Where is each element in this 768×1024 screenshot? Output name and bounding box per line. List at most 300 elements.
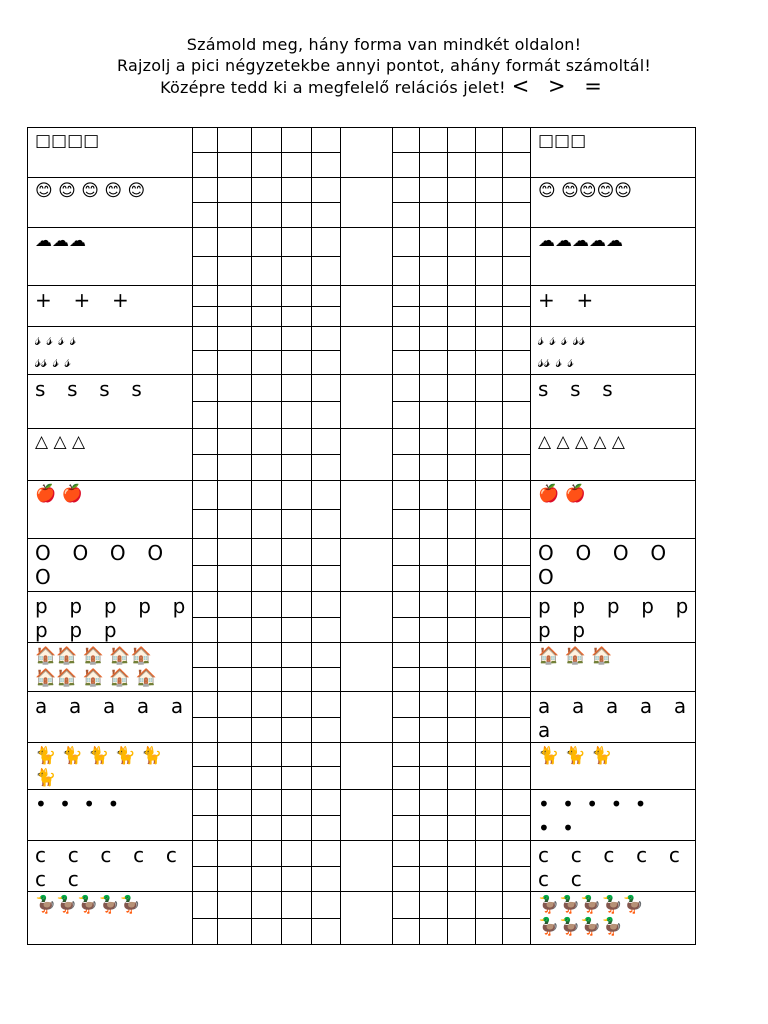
right-count-box[interactable] [503, 815, 531, 841]
right-count-box[interactable] [476, 481, 503, 510]
right-count-box[interactable] [420, 128, 448, 153]
left-count-box[interactable] [218, 618, 252, 643]
left-count-box[interactable] [193, 539, 218, 566]
left-count-box[interactable] [282, 718, 312, 743]
relation-box[interactable] [341, 892, 393, 945]
right-count-box[interactable] [420, 327, 448, 351]
right-count-box[interactable] [448, 892, 476, 919]
right-count-box[interactable] [503, 481, 531, 510]
left-count-box[interactable] [252, 153, 282, 178]
right-count-box[interactable] [420, 841, 448, 867]
right-count-box[interactable] [420, 892, 448, 919]
left-count-box[interactable] [252, 455, 282, 481]
left-count-box[interactable] [312, 743, 341, 767]
left-count-box[interactable] [282, 455, 312, 481]
left-count-box[interactable] [252, 767, 282, 790]
right-count-box[interactable] [393, 153, 420, 178]
left-count-box[interactable] [312, 790, 341, 816]
right-count-box[interactable] [476, 429, 503, 455]
right-count-box[interactable] [503, 919, 531, 945]
right-count-box[interactable] [476, 867, 503, 892]
left-count-box[interactable] [193, 228, 218, 257]
right-count-box[interactable] [393, 327, 420, 351]
left-count-box[interactable] [218, 429, 252, 455]
left-count-box[interactable] [312, 592, 341, 618]
left-count-box[interactable] [218, 743, 252, 767]
left-count-box[interactable] [252, 790, 282, 816]
right-count-box[interactable] [503, 592, 531, 618]
left-count-box[interactable] [193, 592, 218, 618]
left-count-box[interactable] [193, 178, 218, 203]
right-count-box[interactable] [503, 351, 531, 375]
left-count-box[interactable] [218, 351, 252, 375]
right-count-box[interactable] [503, 327, 531, 351]
left-count-box[interactable] [252, 402, 282, 429]
left-count-box[interactable] [252, 351, 282, 375]
left-count-box[interactable] [282, 692, 312, 718]
right-count-box[interactable] [476, 257, 503, 286]
right-count-box[interactable] [393, 307, 420, 327]
right-count-box[interactable] [476, 592, 503, 618]
right-count-box[interactable] [420, 815, 448, 841]
right-count-box[interactable] [448, 429, 476, 455]
left-count-box[interactable] [218, 815, 252, 841]
right-count-box[interactable] [503, 429, 531, 455]
left-count-box[interactable] [282, 351, 312, 375]
left-count-box[interactable] [312, 375, 341, 402]
left-count-box[interactable] [218, 481, 252, 510]
right-count-box[interactable] [503, 128, 531, 153]
left-count-box[interactable] [252, 566, 282, 592]
right-count-box[interactable] [503, 692, 531, 718]
right-count-box[interactable] [393, 286, 420, 307]
left-count-box[interactable] [282, 892, 312, 919]
left-count-box[interactable] [252, 668, 282, 692]
right-count-box[interactable] [476, 375, 503, 402]
right-count-box[interactable] [393, 767, 420, 790]
left-count-box[interactable] [218, 402, 252, 429]
right-count-box[interactable] [503, 718, 531, 743]
right-count-box[interactable] [420, 919, 448, 945]
left-count-box[interactable] [252, 203, 282, 228]
left-count-box[interactable] [218, 668, 252, 692]
right-count-box[interactable] [393, 375, 420, 402]
right-count-box[interactable] [448, 919, 476, 945]
left-count-box[interactable] [252, 286, 282, 307]
left-count-box[interactable] [218, 455, 252, 481]
right-count-box[interactable] [448, 481, 476, 510]
right-count-box[interactable] [448, 327, 476, 351]
right-count-box[interactable] [503, 743, 531, 767]
relation-box[interactable] [341, 790, 393, 841]
left-count-box[interactable] [312, 892, 341, 919]
left-count-box[interactable] [193, 668, 218, 692]
left-count-box[interactable] [282, 539, 312, 566]
left-count-box[interactable] [282, 481, 312, 510]
relation-box[interactable] [341, 327, 393, 375]
left-count-box[interactable] [312, 257, 341, 286]
right-count-box[interactable] [420, 539, 448, 566]
left-count-box[interactable] [312, 327, 341, 351]
right-count-box[interactable] [420, 203, 448, 228]
relation-box[interactable] [341, 128, 393, 178]
left-count-box[interactable] [252, 257, 282, 286]
left-count-box[interactable] [282, 128, 312, 153]
left-count-box[interactable] [282, 867, 312, 892]
right-count-box[interactable] [448, 790, 476, 816]
right-count-box[interactable] [393, 128, 420, 153]
right-count-box[interactable] [503, 668, 531, 692]
left-count-box[interactable] [312, 718, 341, 743]
left-count-box[interactable] [312, 668, 341, 692]
left-count-box[interactable] [282, 592, 312, 618]
right-count-box[interactable] [503, 286, 531, 307]
relation-box[interactable] [341, 743, 393, 790]
right-count-box[interactable] [420, 566, 448, 592]
left-count-box[interactable] [193, 566, 218, 592]
left-count-box[interactable] [312, 867, 341, 892]
right-count-box[interactable] [420, 455, 448, 481]
left-count-box[interactable] [282, 429, 312, 455]
right-count-box[interactable] [503, 643, 531, 668]
left-count-box[interactable] [193, 429, 218, 455]
right-count-box[interactable] [476, 203, 503, 228]
left-count-box[interactable] [252, 327, 282, 351]
left-count-box[interactable] [252, 228, 282, 257]
left-count-box[interactable] [218, 178, 252, 203]
left-count-box[interactable] [218, 592, 252, 618]
left-count-box[interactable] [312, 307, 341, 327]
right-count-box[interactable] [448, 375, 476, 402]
left-count-box[interactable] [218, 643, 252, 668]
left-count-box[interactable] [312, 128, 341, 153]
right-count-box[interactable] [476, 618, 503, 643]
right-count-box[interactable] [476, 286, 503, 307]
left-count-box[interactable] [218, 718, 252, 743]
left-count-box[interactable] [312, 178, 341, 203]
right-count-box[interactable] [420, 153, 448, 178]
right-count-box[interactable] [448, 592, 476, 618]
right-count-box[interactable] [503, 790, 531, 816]
left-count-box[interactable] [252, 867, 282, 892]
left-count-box[interactable] [282, 566, 312, 592]
right-count-box[interactable] [393, 790, 420, 816]
right-count-box[interactable] [476, 178, 503, 203]
right-count-box[interactable] [503, 228, 531, 257]
left-count-box[interactable] [312, 510, 341, 539]
left-count-box[interactable] [193, 402, 218, 429]
right-count-box[interactable] [393, 228, 420, 257]
right-count-box[interactable] [476, 790, 503, 816]
right-count-box[interactable] [420, 429, 448, 455]
right-count-box[interactable] [448, 668, 476, 692]
relation-box[interactable] [341, 592, 393, 643]
right-count-box[interactable] [393, 919, 420, 945]
right-count-box[interactable] [420, 257, 448, 286]
left-count-box[interactable] [193, 203, 218, 228]
left-count-box[interactable] [252, 539, 282, 566]
left-count-box[interactable] [312, 815, 341, 841]
left-count-box[interactable] [312, 203, 341, 228]
left-count-box[interactable] [193, 867, 218, 892]
left-count-box[interactable] [282, 178, 312, 203]
right-count-box[interactable] [448, 178, 476, 203]
right-count-box[interactable] [503, 892, 531, 919]
right-count-box[interactable] [476, 919, 503, 945]
left-count-box[interactable] [218, 539, 252, 566]
left-count-box[interactable] [312, 429, 341, 455]
right-count-box[interactable] [503, 566, 531, 592]
right-count-box[interactable] [393, 481, 420, 510]
left-count-box[interactable] [252, 718, 282, 743]
left-count-box[interactable] [282, 767, 312, 790]
right-count-box[interactable] [503, 153, 531, 178]
relation-box[interactable] [341, 643, 393, 692]
left-count-box[interactable] [193, 919, 218, 945]
right-count-box[interactable] [476, 327, 503, 351]
left-count-box[interactable] [252, 592, 282, 618]
right-count-box[interactable] [503, 539, 531, 566]
right-count-box[interactable] [393, 351, 420, 375]
right-count-box[interactable] [476, 510, 503, 539]
right-count-box[interactable] [503, 510, 531, 539]
left-count-box[interactable] [282, 257, 312, 286]
left-count-box[interactable] [218, 153, 252, 178]
right-count-box[interactable] [393, 510, 420, 539]
right-count-box[interactable] [420, 402, 448, 429]
relation-box[interactable] [341, 178, 393, 228]
right-count-box[interactable] [476, 402, 503, 429]
left-count-box[interactable] [312, 351, 341, 375]
right-count-box[interactable] [420, 351, 448, 375]
left-count-box[interactable] [252, 307, 282, 327]
right-count-box[interactable] [448, 841, 476, 867]
left-count-box[interactable] [252, 178, 282, 203]
right-count-box[interactable] [503, 767, 531, 790]
left-count-box[interactable] [282, 327, 312, 351]
right-count-box[interactable] [503, 618, 531, 643]
right-count-box[interactable] [420, 618, 448, 643]
relation-box[interactable] [341, 692, 393, 743]
left-count-box[interactable] [282, 643, 312, 668]
left-count-box[interactable] [218, 919, 252, 945]
right-count-box[interactable] [476, 228, 503, 257]
right-count-box[interactable] [503, 402, 531, 429]
left-count-box[interactable] [193, 718, 218, 743]
right-count-box[interactable] [393, 402, 420, 429]
left-count-box[interactable] [193, 351, 218, 375]
right-count-box[interactable] [420, 767, 448, 790]
left-count-box[interactable] [312, 767, 341, 790]
right-count-box[interactable] [448, 203, 476, 228]
left-count-box[interactable] [252, 375, 282, 402]
right-count-box[interactable] [476, 692, 503, 718]
relation-box[interactable] [341, 481, 393, 539]
right-count-box[interactable] [448, 767, 476, 790]
left-count-box[interactable] [218, 257, 252, 286]
right-count-box[interactable] [448, 455, 476, 481]
right-count-box[interactable] [476, 815, 503, 841]
right-count-box[interactable] [476, 767, 503, 790]
left-count-box[interactable] [282, 743, 312, 767]
left-count-box[interactable] [193, 643, 218, 668]
left-count-box[interactable] [312, 402, 341, 429]
right-count-box[interactable] [448, 351, 476, 375]
left-count-box[interactable] [193, 481, 218, 510]
right-count-box[interactable] [448, 692, 476, 718]
left-count-box[interactable] [282, 790, 312, 816]
right-count-box[interactable] [420, 228, 448, 257]
right-count-box[interactable] [420, 510, 448, 539]
right-count-box[interactable] [420, 867, 448, 892]
right-count-box[interactable] [420, 718, 448, 743]
left-count-box[interactable] [282, 815, 312, 841]
right-count-box[interactable] [476, 892, 503, 919]
right-count-box[interactable] [448, 743, 476, 767]
right-count-box[interactable] [503, 455, 531, 481]
right-count-box[interactable] [476, 566, 503, 592]
right-count-box[interactable] [393, 178, 420, 203]
right-count-box[interactable] [448, 128, 476, 153]
right-count-box[interactable] [393, 892, 420, 919]
right-count-box[interactable] [476, 718, 503, 743]
left-count-box[interactable] [252, 643, 282, 668]
right-count-box[interactable] [476, 455, 503, 481]
left-count-box[interactable] [312, 153, 341, 178]
left-count-box[interactable] [252, 815, 282, 841]
right-count-box[interactable] [503, 867, 531, 892]
right-count-box[interactable] [476, 841, 503, 867]
right-count-box[interactable] [476, 351, 503, 375]
right-count-box[interactable] [503, 203, 531, 228]
right-count-box[interactable] [393, 867, 420, 892]
right-count-box[interactable] [448, 153, 476, 178]
relation-box[interactable] [341, 841, 393, 892]
left-count-box[interactable] [193, 510, 218, 539]
right-count-box[interactable] [448, 286, 476, 307]
left-count-box[interactable] [252, 919, 282, 945]
left-count-box[interactable] [218, 692, 252, 718]
right-count-box[interactable] [420, 375, 448, 402]
right-count-box[interactable] [420, 307, 448, 327]
left-count-box[interactable] [312, 455, 341, 481]
relation-box[interactable] [341, 539, 393, 592]
right-count-box[interactable] [476, 307, 503, 327]
right-count-box[interactable] [448, 510, 476, 539]
right-count-box[interactable] [393, 429, 420, 455]
left-count-box[interactable] [193, 618, 218, 643]
right-count-box[interactable] [476, 153, 503, 178]
right-count-box[interactable] [420, 668, 448, 692]
right-count-box[interactable] [393, 643, 420, 668]
left-count-box[interactable] [282, 375, 312, 402]
right-count-box[interactable] [420, 643, 448, 668]
left-count-box[interactable] [312, 539, 341, 566]
left-count-box[interactable] [312, 481, 341, 510]
right-count-box[interactable] [420, 743, 448, 767]
left-count-box[interactable] [282, 919, 312, 945]
left-count-box[interactable] [252, 841, 282, 867]
right-count-box[interactable] [393, 566, 420, 592]
left-count-box[interactable] [218, 228, 252, 257]
right-count-box[interactable] [503, 307, 531, 327]
left-count-box[interactable] [312, 841, 341, 867]
left-count-box[interactable] [193, 257, 218, 286]
right-count-box[interactable] [476, 128, 503, 153]
right-count-box[interactable] [448, 539, 476, 566]
left-count-box[interactable] [282, 307, 312, 327]
left-count-box[interactable] [282, 510, 312, 539]
left-count-box[interactable] [312, 692, 341, 718]
left-count-box[interactable] [252, 743, 282, 767]
left-count-box[interactable] [282, 203, 312, 228]
left-count-box[interactable] [312, 286, 341, 307]
left-count-box[interactable] [252, 429, 282, 455]
left-count-box[interactable] [193, 892, 218, 919]
left-count-box[interactable] [252, 510, 282, 539]
left-count-box[interactable] [218, 867, 252, 892]
right-count-box[interactable] [476, 668, 503, 692]
left-count-box[interactable] [252, 892, 282, 919]
left-count-box[interactable] [252, 128, 282, 153]
left-count-box[interactable] [193, 327, 218, 351]
left-count-box[interactable] [218, 892, 252, 919]
left-count-box[interactable] [282, 618, 312, 643]
left-count-box[interactable] [193, 841, 218, 867]
left-count-box[interactable] [282, 841, 312, 867]
right-count-box[interactable] [420, 286, 448, 307]
right-count-box[interactable] [503, 841, 531, 867]
right-count-box[interactable] [503, 178, 531, 203]
right-count-box[interactable] [420, 790, 448, 816]
relation-box[interactable] [341, 429, 393, 481]
left-count-box[interactable] [193, 375, 218, 402]
left-count-box[interactable] [193, 790, 218, 816]
left-count-box[interactable] [282, 668, 312, 692]
right-count-box[interactable] [448, 867, 476, 892]
left-count-box[interactable] [282, 228, 312, 257]
right-count-box[interactable] [420, 592, 448, 618]
left-count-box[interactable] [193, 692, 218, 718]
left-count-box[interactable] [218, 510, 252, 539]
left-count-box[interactable] [282, 153, 312, 178]
left-count-box[interactable] [252, 692, 282, 718]
left-count-box[interactable] [282, 286, 312, 307]
right-count-box[interactable] [393, 718, 420, 743]
left-count-box[interactable] [193, 286, 218, 307]
left-count-box[interactable] [218, 128, 252, 153]
left-count-box[interactable] [218, 286, 252, 307]
right-count-box[interactable] [448, 815, 476, 841]
left-count-box[interactable] [312, 919, 341, 945]
left-count-box[interactable] [218, 790, 252, 816]
left-count-box[interactable] [312, 228, 341, 257]
right-count-box[interactable] [393, 592, 420, 618]
left-count-box[interactable] [193, 815, 218, 841]
relation-box[interactable] [341, 228, 393, 286]
left-count-box[interactable] [312, 643, 341, 668]
right-count-box[interactable] [420, 481, 448, 510]
right-count-box[interactable] [448, 307, 476, 327]
right-count-box[interactable] [393, 743, 420, 767]
relation-box[interactable] [341, 375, 393, 429]
left-count-box[interactable] [218, 841, 252, 867]
right-count-box[interactable] [448, 402, 476, 429]
left-count-box[interactable] [218, 307, 252, 327]
relation-box[interactable] [341, 286, 393, 327]
left-count-box[interactable] [252, 481, 282, 510]
right-count-box[interactable] [393, 539, 420, 566]
